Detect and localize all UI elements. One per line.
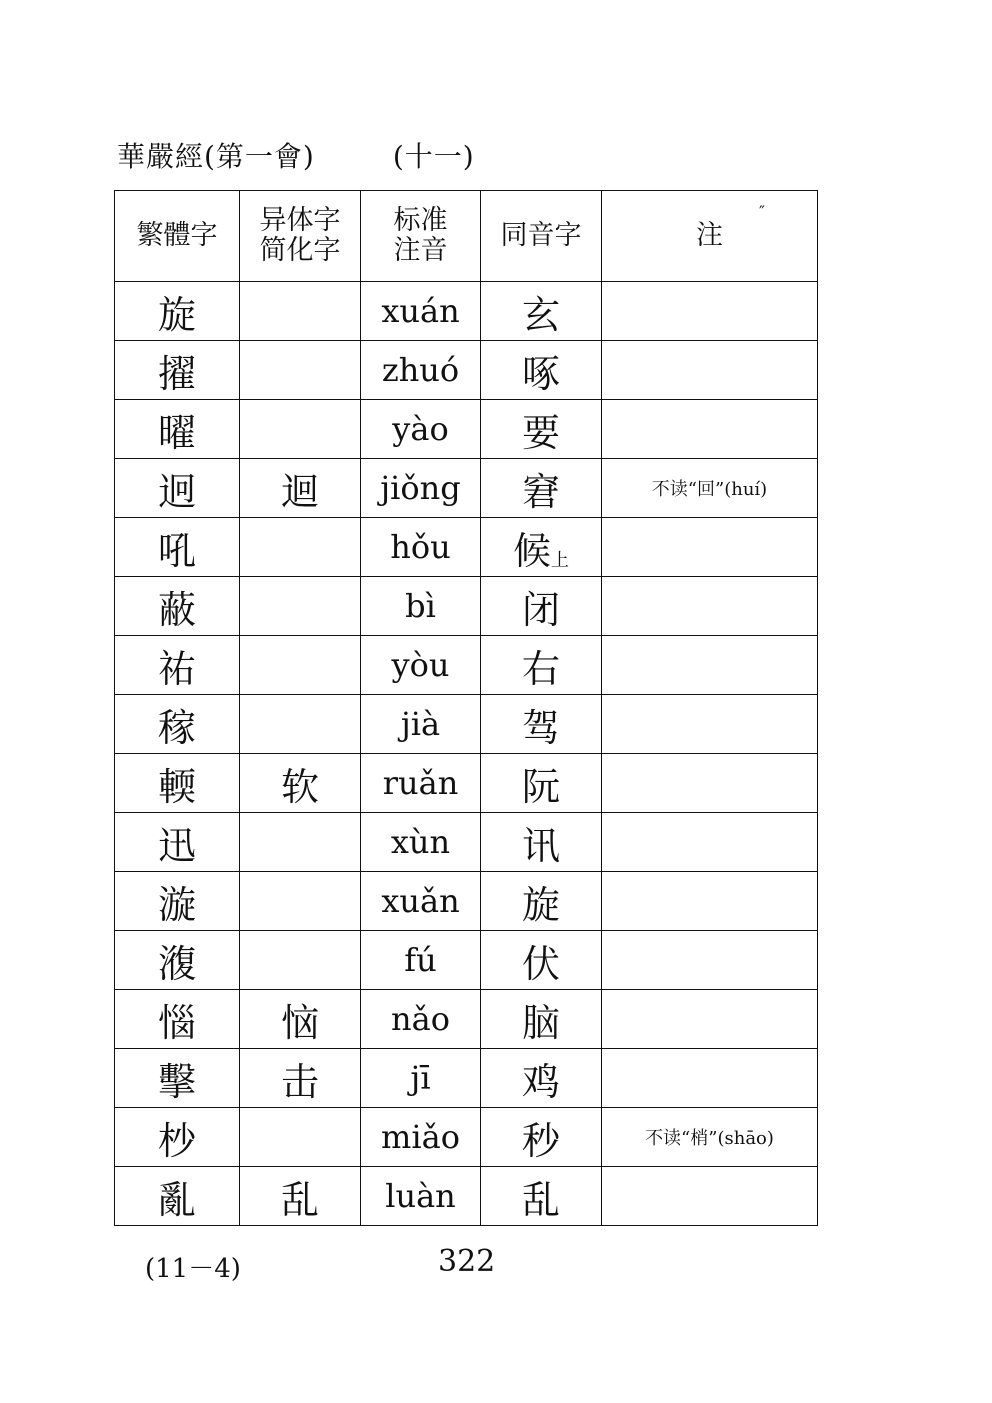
cell-homophone-text: 阮 xyxy=(521,764,560,809)
col-header-pinyin: 标准 注音 xyxy=(361,191,481,282)
cell-variant-text: 恼 xyxy=(280,1000,319,1045)
cell-note xyxy=(602,872,818,931)
cell-variant xyxy=(240,1108,361,1167)
cell-pinyin-text: yòu xyxy=(391,646,450,684)
cell-traditional-text: 惱 xyxy=(157,1000,196,1045)
cell-traditional xyxy=(115,1049,240,1108)
cell-homophone-text: 讯 xyxy=(521,823,560,868)
cell-variant xyxy=(240,754,361,813)
col-header-note: 注 ″ xyxy=(602,191,818,282)
cell-pinyin xyxy=(361,872,481,931)
cell-traditional xyxy=(115,931,240,990)
cell-pinyin-text: luàn xyxy=(385,1177,456,1215)
cell-homophone-text: 右 xyxy=(521,646,560,691)
cell-variant xyxy=(240,636,361,695)
cell-note xyxy=(602,518,818,577)
cell-homophone xyxy=(481,872,602,931)
cell-traditional xyxy=(115,636,240,695)
page-title xyxy=(117,135,637,175)
cell-note xyxy=(602,931,818,990)
cell-homophone-text: 鸡 xyxy=(521,1059,560,1104)
cell-homophone xyxy=(481,1108,602,1167)
cell-traditional-text: 輭 xyxy=(157,764,196,809)
table-row xyxy=(115,754,818,813)
table-row xyxy=(115,931,818,990)
cell-homophone-text: 候 xyxy=(512,528,551,573)
cell-note xyxy=(602,1108,818,1167)
cell-pinyin-text: yào xyxy=(392,410,449,448)
cell-homophone xyxy=(481,518,602,577)
cell-homophone xyxy=(481,931,602,990)
cell-traditional xyxy=(115,813,240,872)
table-row xyxy=(115,459,818,518)
tone-marker: 上 xyxy=(551,549,569,571)
table-row xyxy=(115,990,818,1049)
cell-homophone xyxy=(481,282,602,341)
cell-note xyxy=(602,577,818,636)
cell-pinyin-text: xuǎn xyxy=(381,882,460,920)
table-row xyxy=(115,1049,818,1108)
cell-homophone xyxy=(481,577,602,636)
cell-homophone xyxy=(481,400,602,459)
table-row xyxy=(115,341,818,400)
cell-traditional-text: 旋 xyxy=(157,292,196,337)
col-header-homophone: 同音字 xyxy=(481,191,602,282)
cell-homophone-text: 脑 xyxy=(521,1000,560,1045)
cell-variant xyxy=(240,459,361,518)
cell-pinyin xyxy=(361,577,481,636)
cell-note xyxy=(602,459,818,518)
cell-homophone-text: 旋 xyxy=(521,882,560,927)
cell-homophone-text: 要 xyxy=(521,410,560,455)
cell-traditional xyxy=(115,990,240,1049)
cell-traditional-text: 迥 xyxy=(157,469,196,514)
cell-pinyin xyxy=(361,990,481,1049)
cell-pinyin-text: jī xyxy=(410,1059,431,1097)
cell-variant xyxy=(240,813,361,872)
cell-note xyxy=(602,400,818,459)
cell-homophone-text: 闭 xyxy=(521,587,560,632)
page-number: 322 xyxy=(438,1244,496,1279)
cell-pinyin xyxy=(361,1167,481,1226)
cell-traditional xyxy=(115,400,240,459)
cell-note xyxy=(602,754,818,813)
cell-pinyin-text: jià xyxy=(400,705,441,743)
cell-variant xyxy=(240,518,361,577)
cell-traditional xyxy=(115,577,240,636)
cell-pinyin xyxy=(361,282,481,341)
cell-homophone xyxy=(481,341,602,400)
table-header-row xyxy=(115,191,818,282)
cell-pinyin xyxy=(361,459,481,518)
cell-traditional xyxy=(115,872,240,931)
cell-pinyin xyxy=(361,1049,481,1108)
cell-homophone-text: 啄 xyxy=(521,351,560,396)
cell-pinyin xyxy=(361,400,481,459)
header-mark: ″ xyxy=(759,202,765,221)
table-row xyxy=(115,872,818,931)
cell-homophone xyxy=(481,990,602,1049)
cell-variant xyxy=(240,931,361,990)
cell-pinyin-text: ruǎn xyxy=(382,764,459,802)
cell-traditional-text: 擢 xyxy=(157,351,196,396)
cell-homophone xyxy=(481,813,602,872)
cell-pinyin-text: hǒu xyxy=(390,528,451,566)
cell-traditional-text: 擊 xyxy=(157,1059,196,1104)
table-row xyxy=(115,813,818,872)
table-row xyxy=(115,1108,818,1167)
cell-homophone xyxy=(481,754,602,813)
cell-note xyxy=(602,1049,818,1108)
cell-note-text: 不读“梢”(shāo) xyxy=(645,1128,774,1149)
cell-variant xyxy=(240,341,361,400)
volume-number: (十一) xyxy=(392,140,475,173)
cell-pinyin xyxy=(361,813,481,872)
sutra-title: 華嚴經(第一會) xyxy=(117,140,315,173)
cell-traditional xyxy=(115,459,240,518)
cell-variant xyxy=(240,282,361,341)
table-row xyxy=(115,636,818,695)
cell-traditional-text: 漩 xyxy=(157,882,196,927)
cell-pinyin xyxy=(361,695,481,754)
cell-note xyxy=(602,1167,818,1226)
cell-note xyxy=(602,636,818,695)
cell-note xyxy=(602,813,818,872)
cell-variant xyxy=(240,577,361,636)
cell-traditional xyxy=(115,282,240,341)
cell-traditional xyxy=(115,1167,240,1226)
col-header-variant: 异体字 简化字 xyxy=(240,191,361,282)
table-row xyxy=(115,282,818,341)
cell-homophone xyxy=(481,459,602,518)
cell-note xyxy=(602,282,818,341)
cell-homophone xyxy=(481,1049,602,1108)
footer-code: (11－4) xyxy=(145,1254,241,1284)
cell-pinyin-text: miǎo xyxy=(381,1118,460,1156)
cell-variant-text: 迴 xyxy=(280,469,319,514)
cell-pinyin-text: bì xyxy=(405,587,436,625)
cell-variant xyxy=(240,1167,361,1226)
cell-traditional-text: 蔽 xyxy=(157,587,196,632)
cell-traditional-text: 澓 xyxy=(157,941,196,986)
cell-homophone-text: 玄 xyxy=(521,292,560,337)
cell-pinyin-text: zhuó xyxy=(381,351,460,389)
cell-pinyin-text: xùn xyxy=(390,823,451,861)
cell-variant xyxy=(240,1049,361,1108)
cell-pinyin-text: xuán xyxy=(381,292,460,330)
cell-homophone-text: 秒 xyxy=(521,1118,560,1163)
cell-traditional xyxy=(115,341,240,400)
cell-homophone xyxy=(481,695,602,754)
cell-variant xyxy=(240,872,361,931)
cell-traditional-text: 吼 xyxy=(157,528,196,573)
table-row xyxy=(115,1167,818,1226)
cell-pinyin xyxy=(361,518,481,577)
table-row xyxy=(115,400,818,459)
cell-pinyin xyxy=(361,341,481,400)
cell-traditional xyxy=(115,695,240,754)
cell-homophone-text: 乱 xyxy=(521,1177,560,1222)
cell-variant-text: 乱 xyxy=(280,1177,319,1222)
table-row xyxy=(115,518,818,577)
cell-traditional xyxy=(115,518,240,577)
cell-pinyin xyxy=(361,636,481,695)
cell-pinyin xyxy=(361,1108,481,1167)
col-header-traditional: 繁體字 xyxy=(115,191,240,282)
table-row xyxy=(115,577,818,636)
cell-variant xyxy=(240,695,361,754)
cell-traditional-text: 祐 xyxy=(157,646,196,691)
table-body xyxy=(115,282,818,1226)
cell-pinyin-text: jiǒng xyxy=(380,469,461,507)
cell-variant-text: 击 xyxy=(280,1059,319,1104)
cell-note-text: 不读“回”(huí) xyxy=(651,479,768,500)
cell-traditional-text: 亂 xyxy=(157,1177,196,1222)
cell-variant xyxy=(240,990,361,1049)
pronunciation-table xyxy=(114,190,818,1226)
cell-variant-text: 软 xyxy=(280,764,319,809)
cell-traditional-text: 杪 xyxy=(157,1118,196,1163)
cell-traditional xyxy=(115,1108,240,1167)
cell-traditional-text: 稼 xyxy=(157,705,196,750)
cell-note xyxy=(602,695,818,754)
cell-homophone-text: 窘 xyxy=(521,469,560,514)
cell-homophone xyxy=(481,1167,602,1226)
cell-homophone-text: 驾 xyxy=(521,705,560,750)
cell-homophone xyxy=(481,636,602,695)
cell-homophone-text: 伏 xyxy=(521,941,560,986)
table-row xyxy=(115,695,818,754)
cell-pinyin-text: fú xyxy=(404,941,437,979)
cell-pinyin xyxy=(361,754,481,813)
cell-pinyin-text: nǎo xyxy=(391,1000,450,1038)
cell-traditional-text: 曜 xyxy=(157,410,196,455)
cell-note xyxy=(602,341,818,400)
cell-traditional xyxy=(115,754,240,813)
cell-note xyxy=(602,990,818,1049)
cell-variant xyxy=(240,400,361,459)
cell-traditional-text: 迅 xyxy=(157,823,196,868)
cell-pinyin xyxy=(361,931,481,990)
